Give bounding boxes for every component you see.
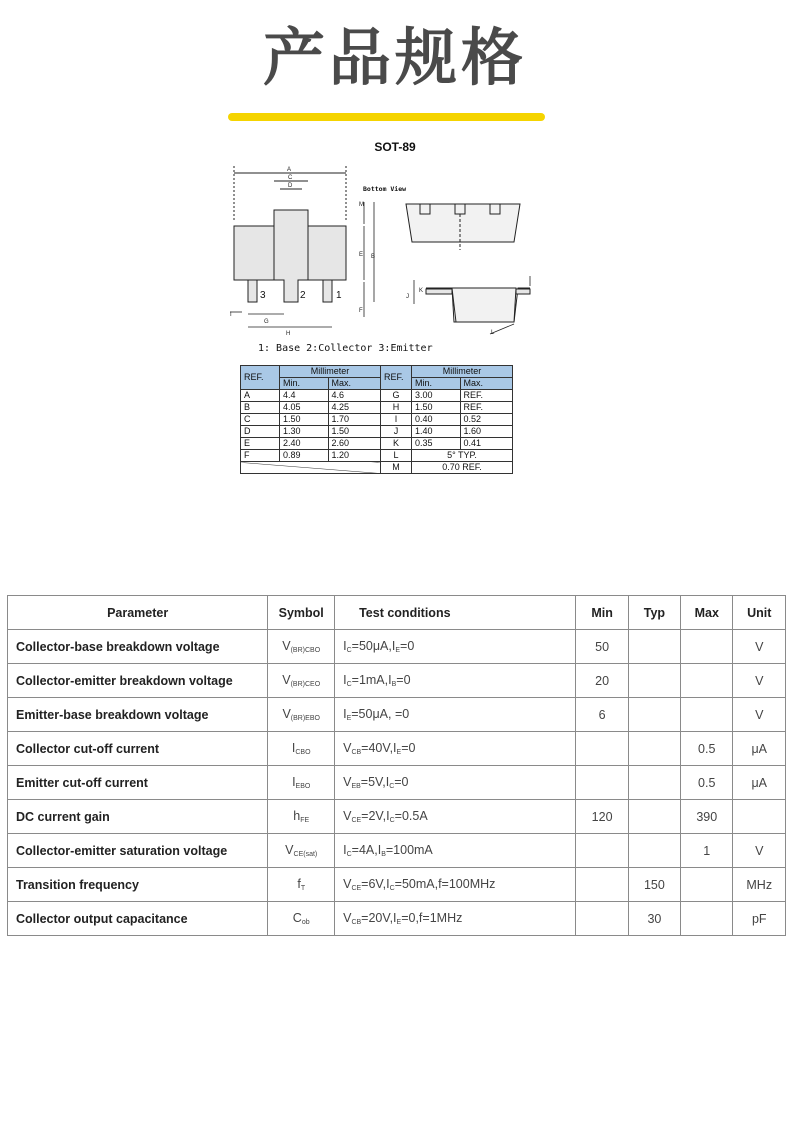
symbol-subscript: FE <box>300 817 310 824</box>
symbol-main: V <box>282 673 291 687</box>
min-header: Min. <box>280 378 329 390</box>
min-header: Min. <box>411 378 460 390</box>
max-cell: REF. <box>460 390 512 402</box>
symbol-main: f <box>297 877 301 891</box>
condition-symbol: V <box>343 877 352 891</box>
symbol-cell <box>268 732 335 766</box>
condition-subscript: C <box>346 681 352 688</box>
parameter-cell: Collector cut-off current <box>8 732 268 766</box>
condition-subscript: E <box>346 715 352 722</box>
symbol-cell <box>268 698 335 732</box>
dim-label-m: M <box>359 202 364 208</box>
dim-label-a: A <box>287 167 292 173</box>
symbol-main: V <box>282 707 291 721</box>
table-row <box>8 698 786 732</box>
title-underline <box>228 113 545 121</box>
table-row <box>8 766 786 800</box>
condition-subscript: C <box>346 851 352 858</box>
dim-row <box>241 390 513 402</box>
dim-row <box>241 450 513 462</box>
condition-value: =40V, <box>361 741 394 755</box>
parameter-cell: Emitter-base breakdown voltage <box>8 698 268 732</box>
condition-subscript: EB <box>351 783 361 790</box>
ref-cell: A <box>241 390 280 402</box>
dim-row <box>241 414 513 426</box>
table-row <box>8 902 786 936</box>
max-cell: 0.5 <box>681 766 733 800</box>
unit-cell: V <box>733 834 786 868</box>
unit-cell: μA <box>733 732 786 766</box>
test-conditions-cell <box>335 834 576 868</box>
max-cell: 2.60 <box>328 438 380 450</box>
max-cell <box>681 902 733 936</box>
parameter-cell: Emitter cut-off current <box>8 766 268 800</box>
condition-symbol: V <box>343 741 352 755</box>
min-cell <box>576 902 628 936</box>
table-row <box>8 664 786 698</box>
test-conditions-cell <box>335 732 576 766</box>
min-cell <box>576 732 628 766</box>
typ-cell <box>628 800 680 834</box>
page-title: 产品规格 <box>262 21 527 94</box>
ref-cell: M <box>380 462 411 474</box>
max-cell: 1.60 <box>460 426 512 438</box>
typ-cell <box>628 698 680 732</box>
test-conditions-cell <box>335 902 576 936</box>
min-cell: 0.35 <box>411 438 460 450</box>
symbol-subscript: CE(sat) <box>293 851 318 858</box>
dim-label-i: I <box>230 312 232 318</box>
condition-value: =5V, <box>360 775 386 789</box>
condition-subscript: B <box>381 851 386 858</box>
max-cell: REF. <box>460 402 512 414</box>
min-cell <box>576 766 628 800</box>
unit-cell <box>733 800 786 834</box>
symbol-main: I <box>292 775 296 789</box>
min-cell: 1.40 <box>411 426 460 438</box>
min-cell: 0.89 <box>280 450 329 462</box>
max-cell: 1.70 <box>328 414 380 426</box>
condition-value: =4A, <box>351 843 378 857</box>
max-cell <box>681 868 733 902</box>
parameter-cell: Collector-base breakdown voltage <box>8 630 268 664</box>
condition-symbol: I <box>386 809 390 823</box>
max-cell: 1 <box>681 834 733 868</box>
max-cell: 0.41 <box>460 438 512 450</box>
condition-symbol: V <box>343 911 352 925</box>
symbol-subscript: T <box>300 885 306 892</box>
symbol-subscript: (BR)CEO <box>290 681 321 688</box>
unit-cell: V <box>733 698 786 732</box>
condition-value: =50mA,f=100MHz <box>394 877 496 891</box>
max-header: Max. <box>460 378 512 390</box>
condition-value: =0 <box>401 741 416 755</box>
ref-cell: B <box>241 402 280 414</box>
symbol-subscript: ob <box>301 919 310 926</box>
bottom-view-label: Bottom View <box>363 185 407 193</box>
symbol-cell <box>268 766 335 800</box>
parameter-cell: Transition frequency <box>8 868 268 902</box>
min-cell: 6 <box>576 698 628 732</box>
dim-row <box>241 438 513 450</box>
dim-label-j: J <box>406 294 409 300</box>
ref-cell: F <box>241 450 280 462</box>
table-row <box>8 800 786 834</box>
typ-cell: 30 <box>628 902 680 936</box>
min-cell <box>576 868 628 902</box>
symbol-subscript: EBO <box>295 783 311 790</box>
condition-value: =2V, <box>361 809 387 823</box>
dim-label-e: E <box>359 252 364 258</box>
dim-row <box>241 462 513 474</box>
dimension-table <box>240 365 513 474</box>
max-cell: 4.25 <box>328 402 380 414</box>
condition-symbol: I <box>393 911 397 925</box>
dim-label-c: C <box>288 175 293 181</box>
ref-cell: L <box>380 450 411 462</box>
symbol-cell <box>268 664 335 698</box>
max-cell <box>681 630 733 664</box>
span-cell: 0.70 REF. <box>411 462 512 474</box>
max-cell: 1.20 <box>328 450 380 462</box>
pin-label-2: 2 <box>300 290 306 301</box>
table-row <box>8 834 786 868</box>
pin-caption: 1: Base 2:Collector 3:Emitter <box>258 343 433 354</box>
condition-subscript: C <box>389 817 395 824</box>
test-conditions-cell <box>335 868 576 902</box>
typ-cell <box>628 630 680 664</box>
max-cell <box>681 698 733 732</box>
symbol-cell <box>268 800 335 834</box>
condition-value: =1mA, <box>351 673 389 687</box>
min-cell: 1.50 <box>280 414 329 426</box>
dim-row <box>241 426 513 438</box>
symbol-main: I <box>291 741 296 755</box>
symbol-cell <box>268 630 335 664</box>
ref-cell: E <box>241 438 280 450</box>
unit-cell: MHz <box>733 868 786 902</box>
symbol-main: V <box>282 639 291 653</box>
condition-symbol: V <box>343 809 352 823</box>
parameter-cell: Collector-emitter saturation voltage <box>8 834 268 868</box>
col-header-max: Max <box>681 596 733 630</box>
condition-subscript: E <box>396 919 402 926</box>
typ-cell <box>628 732 680 766</box>
col-header-typ: Typ <box>628 596 680 630</box>
condition-subscript: B <box>391 681 397 688</box>
dim-label-g: H <box>286 331 291 337</box>
unit-cell: μA <box>733 766 786 800</box>
package-name: SOT-89 <box>374 140 416 154</box>
min-cell: 20 <box>576 664 628 698</box>
test-conditions-cell <box>335 698 576 732</box>
condition-subscript: C <box>346 647 352 654</box>
max-cell: 390 <box>681 800 733 834</box>
condition-value: =50μA, =0 <box>351 707 410 721</box>
millimeter-header: Millimeter <box>280 366 381 378</box>
condition-symbol: I <box>393 741 397 755</box>
col-header-test-conditions: Test conditions <box>335 596 576 630</box>
ref-cell: C <box>241 414 280 426</box>
col-header-unit: Unit <box>733 596 786 630</box>
condition-value: =20V, <box>361 911 394 925</box>
min-cell: 50 <box>576 630 628 664</box>
max-cell <box>681 664 733 698</box>
parameter-cell: Collector-emitter breakdown voltage <box>8 664 268 698</box>
condition-value: =6V, <box>361 877 387 891</box>
symbol-main: h <box>293 809 301 823</box>
condition-subscript: E <box>396 749 402 756</box>
dim-label-b: B <box>371 254 376 260</box>
table-row <box>8 868 786 902</box>
table-row <box>8 630 786 664</box>
symbol-subscript: (BR)CBO <box>290 647 321 654</box>
parameter-cell: DC current gain <box>8 800 268 834</box>
test-conditions-cell <box>335 664 576 698</box>
condition-symbol: I <box>388 673 392 687</box>
max-cell: 0.5 <box>681 732 733 766</box>
condition-subscript: CB <box>351 919 362 926</box>
condition-value: =0 <box>396 673 411 687</box>
dim-label-d: D <box>288 183 293 189</box>
condition-value: =0 <box>394 775 409 789</box>
dim-row <box>241 402 513 414</box>
typ-cell <box>628 766 680 800</box>
condition-value: =0.5A <box>394 809 428 823</box>
min-cell: 1.30 <box>280 426 329 438</box>
condition-subscript: C <box>389 885 395 892</box>
min-cell: 120 <box>576 800 628 834</box>
table-header-row <box>8 596 786 630</box>
parameter-cell: Collector output capacitance <box>8 902 268 936</box>
condition-subscript: C <box>389 783 395 790</box>
symbol-cell <box>268 834 335 868</box>
unit-cell: V <box>733 664 786 698</box>
condition-value: =0 <box>400 639 415 653</box>
min-cell: 2.40 <box>280 438 329 450</box>
max-cell: 4.6 <box>328 390 380 402</box>
max-header: Max. <box>328 378 380 390</box>
condition-value: =50μA, <box>351 639 392 653</box>
dim-label-f: F <box>359 308 363 314</box>
condition-symbol: I <box>343 707 347 721</box>
condition-symbol: I <box>343 843 347 857</box>
ref-cell: G <box>380 390 411 402</box>
unit-cell: pF <box>733 902 786 936</box>
ref-cell: I <box>380 414 411 426</box>
symbol-main: V <box>285 843 294 857</box>
package-drawing <box>228 162 538 340</box>
typ-cell <box>628 664 680 698</box>
pin-label-3: 3 <box>260 290 266 301</box>
ref-header: REF. <box>241 366 280 390</box>
ref-cell: H <box>380 402 411 414</box>
condition-subscript: CE <box>351 885 362 892</box>
unit-cell: V <box>733 630 786 664</box>
symbol-main: C <box>292 911 302 925</box>
span-cell: 5° TYP. <box>411 450 512 462</box>
min-cell: 4.4 <box>280 390 329 402</box>
empty-diagonal-cell <box>241 462 381 474</box>
min-cell: 4.05 <box>280 402 329 414</box>
dim-label-l: L <box>491 330 495 336</box>
ref-cell: K <box>380 438 411 450</box>
max-cell: 0.52 <box>460 414 512 426</box>
condition-symbol: I <box>343 639 347 653</box>
condition-value: =100mA <box>385 843 433 857</box>
millimeter-header: Millimeter <box>411 366 512 378</box>
pin-label-1: 1 <box>336 290 342 301</box>
col-header-min: Min <box>576 596 628 630</box>
typ-cell: 150 <box>628 868 680 902</box>
ref-cell: D <box>241 426 280 438</box>
col-header-parameter: Parameter <box>8 596 268 630</box>
condition-subscript: CB <box>351 749 362 756</box>
symbol-cell <box>268 868 335 902</box>
symbol-subscript: CBO <box>295 749 311 756</box>
symbol-subscript: (BR)EBO <box>290 715 320 722</box>
symbol-cell <box>268 902 335 936</box>
condition-symbol: I <box>377 843 382 857</box>
condition-symbol: I <box>391 639 396 653</box>
test-conditions-cell <box>335 766 576 800</box>
table-row <box>8 732 786 766</box>
min-cell: 0.40 <box>411 414 460 426</box>
condition-subscript: CE <box>351 817 362 824</box>
ref-header: REF. <box>380 366 411 390</box>
min-cell: 3.00 <box>411 390 460 402</box>
typ-cell <box>628 834 680 868</box>
min-cell: 1.50 <box>411 402 460 414</box>
test-conditions-cell <box>335 630 576 664</box>
condition-symbol: V <box>343 775 352 789</box>
min-cell <box>576 834 628 868</box>
condition-symbol: I <box>385 775 390 789</box>
max-cell: 1.50 <box>328 426 380 438</box>
ref-cell: J <box>380 426 411 438</box>
dim-label-h: G <box>264 319 269 325</box>
dim-label-k: K <box>419 288 424 294</box>
condition-value: =0,f=1MHz <box>401 911 463 925</box>
condition-symbol: I <box>343 673 347 687</box>
condition-subscript: E <box>395 647 401 654</box>
test-conditions-cell <box>335 800 576 834</box>
col-header-symbol: Symbol <box>268 596 335 630</box>
electrical-characteristics-table <box>7 595 786 936</box>
condition-symbol: I <box>386 877 390 891</box>
